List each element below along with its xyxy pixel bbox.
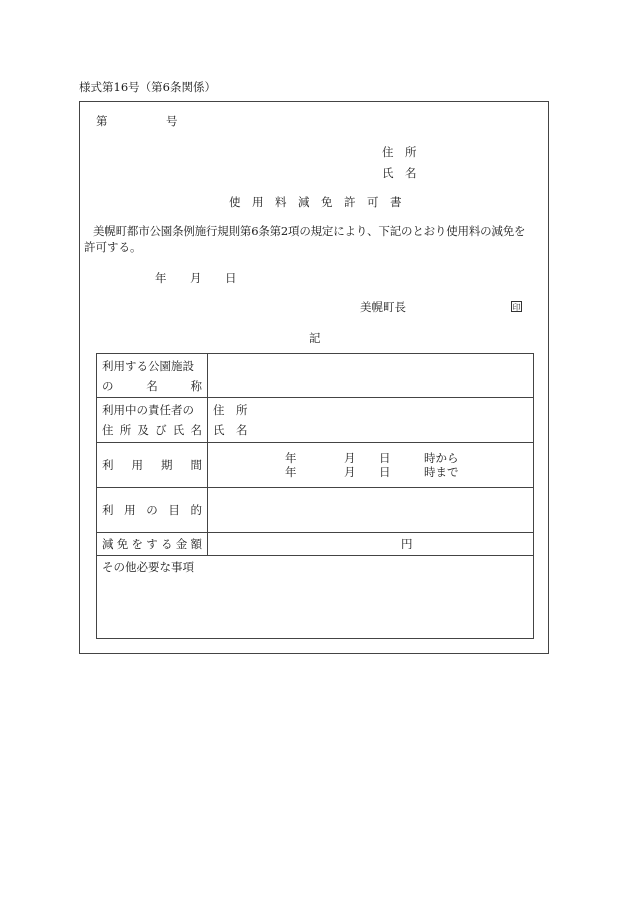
body-text-line-2: 許可する。 — [84, 240, 142, 254]
responsible-label — [97, 398, 208, 443]
form-number-label: 様式第16号（第6条関係） — [79, 80, 216, 94]
period-label — [97, 443, 208, 488]
period-label-char: 用 — [131, 458, 143, 472]
period-value[interactable] — [208, 443, 534, 488]
other-label: その他必要な事項 — [102, 560, 194, 574]
period-end-line — [285, 465, 533, 479]
responsible-label-char: び — [155, 423, 167, 437]
facility-label — [97, 354, 208, 398]
recipient-address-label: 住 所 — [382, 145, 417, 159]
details-table — [96, 353, 534, 639]
other-cell[interactable] — [97, 556, 534, 639]
amount-label-char: す — [146, 537, 158, 551]
purpose-value[interactable] — [208, 488, 534, 533]
amount-value[interactable] — [208, 533, 534, 556]
amount-label — [97, 533, 208, 556]
period-start-month: 月 — [344, 451, 356, 465]
responsible-label-line-1: 利用中の責任者の — [102, 403, 194, 417]
amount-label-char: 金 — [175, 537, 188, 551]
period-end-year: 年 — [285, 465, 297, 479]
purpose-label-text — [102, 500, 207, 520]
date-day: 日 — [225, 271, 237, 285]
ki-heading: 記 — [309, 331, 321, 345]
purpose-label-char: の — [146, 503, 158, 517]
seal-mark: 印 — [512, 303, 521, 312]
period-row — [97, 443, 534, 488]
document-title: 使 用 料 減 免 許 可 書 — [229, 195, 402, 209]
facility-label-char: 称 — [190, 378, 202, 393]
period-start-day: 日 — [379, 451, 391, 465]
responsible-label-char: 住 — [102, 423, 114, 437]
amount-label-char: る — [161, 537, 173, 551]
period-label-char: 利 — [102, 458, 114, 472]
facility-label-line-2 — [102, 376, 207, 396]
responsible-label-char: 氏 — [172, 423, 185, 437]
period-label-char: 期 — [161, 458, 173, 472]
period-end-month: 月 — [344, 465, 356, 479]
facility-row — [97, 354, 534, 398]
period-end-time: 時まで — [424, 465, 459, 479]
issuer-title: 美幌町長 — [360, 300, 406, 314]
facility-value[interactable] — [208, 354, 534, 398]
amount-row — [97, 533, 534, 556]
responsible-label-char: 名 — [190, 423, 202, 437]
period-lines — [208, 451, 533, 479]
facility-label-char: の — [102, 378, 114, 393]
responsible-label-char: 所 — [119, 423, 132, 437]
other-row — [97, 556, 534, 639]
document-number-suffix: 号 — [166, 114, 178, 128]
period-start-line — [285, 451, 533, 465]
period-start-year: 年 — [285, 451, 297, 465]
purpose-label-char: 的 — [190, 503, 202, 517]
responsible-label-line-2 — [102, 420, 207, 440]
amount-label-char: を — [131, 537, 143, 551]
period-end-day: 日 — [379, 465, 391, 479]
responsible-value[interactable] — [208, 398, 534, 443]
date-year: 年 — [155, 271, 167, 285]
amount-label-char: 額 — [190, 537, 202, 551]
date-month: 月 — [190, 271, 202, 285]
amount-label-text — [102, 534, 207, 554]
purpose-label-char: 用 — [124, 503, 136, 517]
responsible-label-char: 及 — [137, 423, 149, 437]
period-label-text — [102, 455, 207, 475]
responsible-address-label: 住 所 — [213, 403, 248, 417]
body-text-line-1: 美幌町都市公園条例施行規則第6条第2項の規定により、下記のとおり使用料の減免を — [93, 224, 526, 238]
document-number-prefix: 第 — [96, 114, 108, 128]
period-start-time: 時から — [424, 451, 459, 465]
period-label-char: 間 — [190, 458, 202, 472]
amount-unit: 円 — [401, 537, 413, 551]
facility-label-char: 名 — [146, 378, 158, 393]
amount-label-char: 免 — [116, 537, 129, 551]
facility-label-line-1: 利用する公園施設 — [102, 358, 194, 373]
purpose-label-char: 利 — [102, 503, 114, 517]
recipient-name-label: 氏 名 — [382, 166, 417, 180]
purpose-row — [97, 488, 534, 533]
responsible-name-label: 氏 名 — [213, 423, 248, 437]
purpose-label — [97, 488, 208, 533]
amount-label-char: 減 — [102, 537, 114, 551]
responsible-row — [97, 398, 534, 443]
purpose-label-char: 目 — [168, 503, 180, 517]
